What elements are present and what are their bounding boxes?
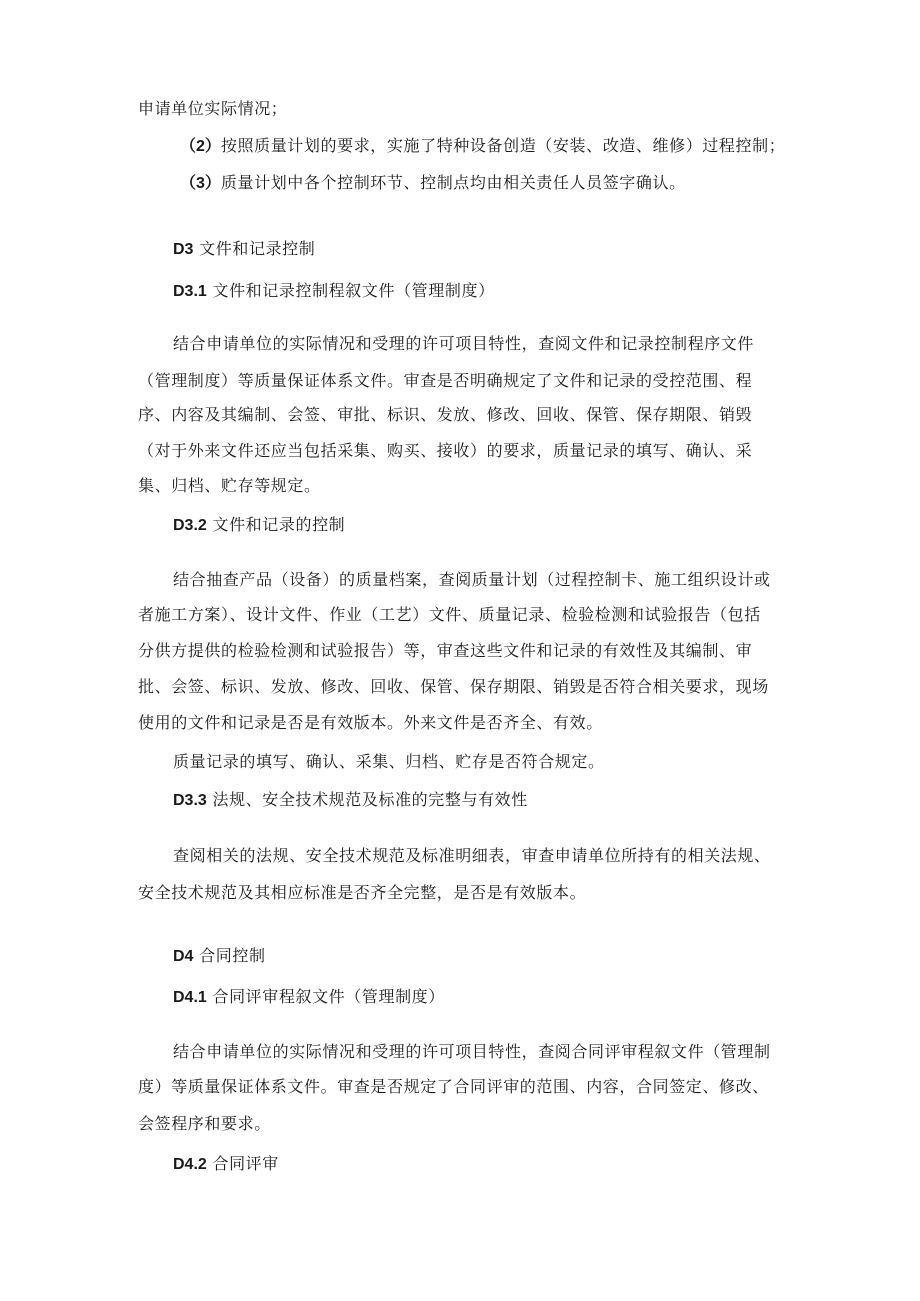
paragraph-line: 质量记录的填写、确认、采集、归档、贮存是否符合规定。	[173, 752, 605, 771]
list-item: （3）质量计划中各个控制环节、控制点均由相关责任人员签字确认。	[180, 173, 686, 192]
heading-d4-1: D4.1 合同评审程叙文件（管理制度）	[173, 987, 445, 1006]
heading-d3-3: D3.3 法规、安全技术规范及标准的完整与有效性	[173, 790, 528, 809]
paragraph-line: 结合申请单位的实际情况和受理的许可项目特性，查阅文件和记录控制程序文件	[173, 334, 755, 353]
list-number: （2）	[180, 138, 221, 155]
paragraph-line: 结合抽查产品（设备）的质量档案，查阅质量计划（过程控制卡、施工组织设计或	[173, 570, 771, 589]
paragraph-line: 批、会签、标识、发放、修改、回收、保管、保存期限、销毁是否符合相关要求，现场	[138, 677, 769, 696]
paragraph-line: （管理制度）等质量保证体系文件。审查是否明确规定了文件和记录的受控范围、程	[138, 371, 753, 390]
paragraph-line: 查阅相关的法规、安全技术规范及标准明细表，审查申请单位所持有的相关法规、	[173, 846, 771, 865]
paragraph-line: 使用的文件和记录是否是有效版本。外来文件是否齐全、有效。	[138, 713, 603, 732]
paragraph-line: 结合申请单位的实际情况和受理的许可项目特性，查阅合同评审程叙文件（管理制	[173, 1042, 771, 1061]
heading-d4-2: D4.2 合同评审	[173, 1154, 279, 1173]
paragraph-line: 集、归档、贮存等规定。	[138, 476, 321, 495]
list-item: （2）按照质量计划的要求，实施了特种设备创造（安装、改造、维修）过程控制；	[180, 136, 786, 155]
heading-d4: D4 合同控制	[173, 946, 266, 965]
paragraph-line: （对于外来文件还应当包括采集、购买、接收）的要求，质量记录的填写、确认、采	[138, 441, 753, 460]
list-number: （3）	[180, 175, 221, 192]
paragraph-line: 会签程序和要求。	[138, 1114, 271, 1133]
paragraph-line: 安全技术规范及其相应标准是否齐全完整，是否是有效版本。	[138, 883, 587, 902]
paragraph-line: 者施工方案）、设计文件、作业（工艺）文件、质量记录、检验检测和试验报告（包括	[138, 605, 761, 624]
heading-d3: D3 文件和记录控制	[173, 239, 316, 258]
heading-d3-2: D3.2 文件和记录的控制	[173, 515, 346, 534]
paragraph-line: 序、内容及其编制、会签、审批、标识、发放、修改、回收、保管、保存期限、销毁	[138, 405, 753, 424]
heading-d3-1: D3.1 文件和记录控制程叙文件（管理制度）	[173, 281, 495, 300]
paragraph-line: 度）等质量保证体系文件。审查是否规定了合同评审的范围、内容，合同签定、修改、	[138, 1077, 769, 1096]
intro-line: 申请单位实际情况；	[138, 99, 288, 118]
paragraph-line: 分供方提供的检验检测和试验报告）等，审查这些文件和记录的有效性及其编制、审	[138, 641, 753, 660]
